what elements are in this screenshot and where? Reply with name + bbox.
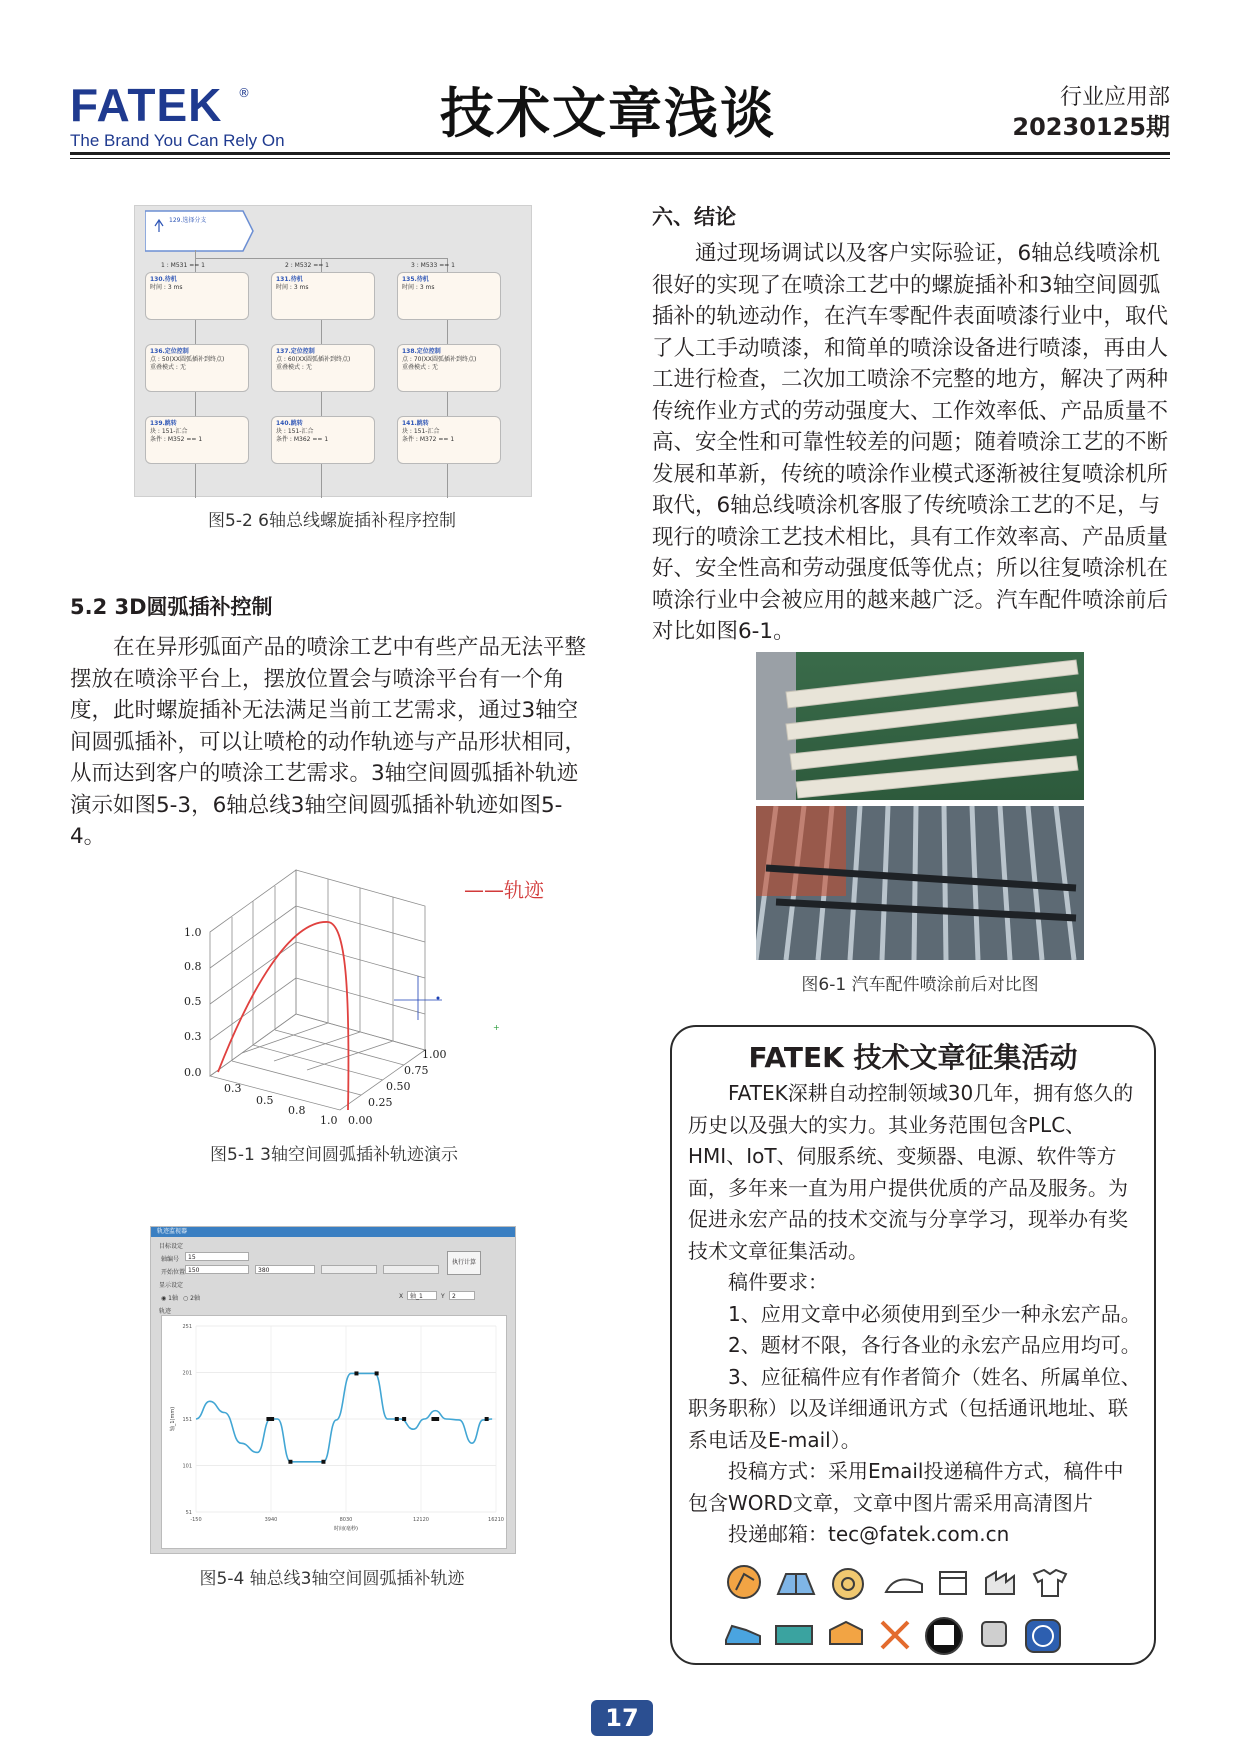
branch-condition: 3 : M533 == 1 bbox=[411, 262, 455, 269]
node-title: 131.待机 bbox=[276, 276, 303, 283]
promo-req-title: 稿件要求： bbox=[728, 1270, 828, 1294]
conveyor-icon bbox=[776, 1626, 812, 1644]
node-line: 重叠模式 : 无 bbox=[276, 364, 312, 371]
flow-wait-node bbox=[145, 272, 249, 320]
node-line: 条件 : M362 == 1 bbox=[276, 436, 329, 443]
promo-intro: FATEK深耕自动控制领域30几年，拥有悠久的历史以及强大的实力。其业务范围包含PLC、HMI、IoT、伺服系统、变频器、电源、软件等方面，多年来一直为用户提供优质的产品及服务。为促进永宏产品的技术交流与分享学习，现举办有奖技术文章征集活动。 bbox=[688, 1081, 1134, 1263]
robot-arm-icon bbox=[728, 1566, 760, 1598]
window-titlebar bbox=[151, 1227, 515, 1237]
flow-jump-node bbox=[145, 416, 249, 464]
x-select-label: X bbox=[399, 1293, 404, 1300]
disabled-input bbox=[321, 1265, 377, 1274]
y-select[interactable]: 2 bbox=[449, 1291, 475, 1300]
node-title: 138.定位控制 bbox=[402, 348, 441, 355]
y-tick-label: 201 bbox=[182, 1370, 192, 1377]
promo-text bbox=[688, 1078, 1142, 1551]
node-title: 141.跳转 bbox=[402, 420, 429, 427]
trajectory-software-window bbox=[150, 1226, 516, 1554]
flow-position-node bbox=[397, 344, 501, 392]
series-marker bbox=[431, 1417, 435, 1421]
promo-title: FATEK 技术文章征集活动 bbox=[748, 1041, 1078, 1074]
page-number: 17 bbox=[591, 1700, 653, 1736]
figure-caption: 图5-1 3轴空间圆弧插补轨迹演示 bbox=[210, 1145, 458, 1165]
node-line: 条件 : M372 == 1 bbox=[402, 436, 455, 443]
flow-jump-node bbox=[397, 416, 501, 464]
group-label: 显示设定 bbox=[159, 1282, 184, 1289]
series-marker bbox=[270, 1417, 274, 1421]
3d-grid bbox=[210, 870, 425, 1110]
radio-label: 1轴 bbox=[168, 1295, 178, 1302]
solar-panel-icon bbox=[778, 1574, 814, 1594]
logo: FATEK bbox=[70, 79, 223, 131]
series-line bbox=[196, 1373, 492, 1461]
flow-wait-node bbox=[271, 272, 375, 320]
tshirt-icon bbox=[1034, 1570, 1066, 1596]
z-tick: 0.3 bbox=[184, 1030, 202, 1043]
promo-req: 2、题材不限，各行各业的永宏产品应用均可。 bbox=[728, 1333, 1141, 1357]
y-axis-title: 轴_1(mm) bbox=[170, 1406, 176, 1432]
node-line: 重叠模式 : 无 bbox=[150, 364, 186, 371]
promo-submit: 投稿方式：采用Email投递稿件方式，稿件中包含WORD文章，文章中图片需采用高清图片 bbox=[688, 1459, 1124, 1515]
series-marker bbox=[321, 1460, 325, 1464]
axis-label: 轴编号 bbox=[161, 1256, 180, 1263]
logo-tagline: The Brand You Can Rely On bbox=[70, 131, 285, 150]
series-marker bbox=[266, 1417, 270, 1421]
trajectory-chart-area bbox=[161, 1315, 507, 1549]
department: 行业应用部 bbox=[1059, 85, 1170, 110]
fan-icon bbox=[1026, 1620, 1060, 1652]
section-body bbox=[652, 238, 1178, 648]
branch-condition: 1 : M531 == 1 bbox=[161, 262, 205, 269]
radio-1[interactable]: ◉ 1轴 bbox=[161, 1295, 178, 1302]
x-select[interactable]: 轴_1 bbox=[407, 1291, 437, 1300]
branch-condition: 2 : M532 == 1 bbox=[285, 262, 329, 269]
y-tick: 0.75 bbox=[404, 1064, 429, 1077]
flow-jump-node bbox=[271, 416, 375, 464]
figure-caption: 图5-4 轴总线3轴空间圆弧插补轨迹 bbox=[199, 1569, 465, 1589]
series-marker bbox=[402, 1417, 406, 1421]
window-title: 轨迹监视器 bbox=[157, 1228, 188, 1235]
z-tick: 1.0 bbox=[184, 926, 202, 939]
node-line: 块 : 151-汇合 bbox=[276, 428, 314, 435]
radio-2[interactable]: ○ 2轴 bbox=[183, 1295, 200, 1302]
header-rule-thin bbox=[70, 158, 1170, 159]
x-tick: 0.5 bbox=[256, 1094, 274, 1107]
cross-tools-icon bbox=[882, 1622, 908, 1648]
promo-req: 3、应征稿件应有作者简介（姓名、所属单位、职务职称）以及详细通讯方式（包括通讯地址、联系电话及E-mail）。 bbox=[688, 1364, 1141, 1452]
photo-unpainted-parts bbox=[756, 652, 1084, 800]
y-tick-label: 51 bbox=[185, 1510, 192, 1516]
packaging-icon bbox=[940, 1572, 966, 1594]
x-axis-title: 时间(毫秒) bbox=[334, 1526, 358, 1532]
node-line: 时间 : 3 ms bbox=[150, 284, 183, 291]
z-tick: 0.8 bbox=[184, 960, 202, 973]
registered-mark: ® bbox=[238, 86, 250, 100]
run-button[interactable]: 执行计算 bbox=[447, 1251, 481, 1275]
marker-cross bbox=[394, 976, 442, 1020]
figure-caption: 图5-2 6轴总线螺旋插补程序控制 bbox=[208, 511, 456, 531]
turbine-icon bbox=[833, 1569, 863, 1599]
y-tick-label: 251 bbox=[182, 1324, 192, 1330]
y-tick-label: 151 bbox=[182, 1417, 192, 1423]
node-line: 条件 : M352 == 1 bbox=[150, 436, 203, 443]
paragraph: 通过现场调试以及客户实际验证，6轴总线喷涂机很好的实现了在喷涂工艺中的螺旋插补和3轴空间圆弧插补的轨迹动作，在汽车零配件表面喷漆行业中，取代了人工手动喷漆，和简单的喷涂设备进行喷漆，再由人工进行检查，二次加工喷涂不完整的地方，解决了两种传统作业方式的劳动强度大、工作效率低、产品质量不高、安全性和可靠性较差的问题；随着喷涂工艺的不断发展和革新，传统的喷涂作业模式逐渐被往复喷涂机所取代，6轴总线喷涂机客服了传统喷涂工艺的不足，与现行的喷涂工艺技术相比，具有工作效率高、产品质量好、安全性高和劳动强度低等优点；所以往复喷涂机在喷涂行业中会被应用的越来越广泛。汽车配件喷涂前后对比如图6-1。 bbox=[652, 241, 1169, 644]
flow-top-node bbox=[145, 210, 245, 250]
y-tick: 0.25 bbox=[368, 1096, 393, 1109]
train-icon bbox=[982, 1622, 1006, 1646]
section-heading: 5.2 3D圆弧插补控制 bbox=[70, 595, 273, 619]
node-title: 140.跳转 bbox=[276, 420, 303, 427]
flow-line bbox=[195, 250, 196, 258]
series-marker bbox=[435, 1417, 439, 1421]
node-title: 130.待机 bbox=[150, 276, 177, 283]
x-tick-label: -150 bbox=[190, 1517, 202, 1523]
z-tick: 0.5 bbox=[184, 995, 202, 1008]
y-select-label: Y bbox=[441, 1293, 445, 1300]
shoe-icon bbox=[726, 1626, 760, 1644]
flow-wait-node bbox=[397, 272, 501, 320]
series-marker bbox=[375, 1371, 379, 1375]
marker-dot bbox=[437, 997, 440, 1000]
marker-plus: + bbox=[493, 1023, 500, 1032]
y-tick: 0.00 bbox=[348, 1114, 373, 1127]
flow-position-node bbox=[145, 344, 249, 392]
node-title: 139.跳转 bbox=[150, 420, 177, 427]
figure-caption: 图6-1 汽车配件喷涂前后对比图 bbox=[801, 975, 1039, 995]
chart-label: 轨迹 bbox=[159, 1308, 172, 1315]
x-tick-label: 3940 bbox=[264, 1517, 278, 1523]
section-body bbox=[70, 632, 596, 853]
disabled-input bbox=[383, 1265, 439, 1274]
y-tick-label: 101 bbox=[182, 1463, 192, 1470]
header-rule bbox=[70, 152, 1170, 155]
high-speed-train-icon bbox=[886, 1580, 922, 1593]
subway-icon bbox=[926, 1618, 962, 1654]
photo-painted-parts bbox=[756, 806, 1084, 960]
y-tick: 1.00 bbox=[422, 1048, 447, 1061]
top-node-label: 129.选择分支 bbox=[169, 217, 207, 224]
issue-number: 20230125期 bbox=[1012, 113, 1170, 141]
series-marker bbox=[288, 1460, 292, 1464]
radio-label: 2轴 bbox=[190, 1295, 200, 1302]
x-tick-label: 8030 bbox=[339, 1517, 353, 1523]
flowchart-figure bbox=[134, 205, 532, 497]
node-line: 点 : 70(XX圆弧插补到终点) bbox=[402, 356, 477, 363]
series-marker bbox=[485, 1417, 489, 1421]
y-tick: 0.50 bbox=[386, 1080, 411, 1093]
promo-req: 1、应用文章中必须使用到至少一种永宏产品。 bbox=[728, 1301, 1141, 1326]
node-line: 时间 : 3 ms bbox=[402, 284, 435, 291]
industry-icons bbox=[718, 1556, 1108, 1660]
node-title: 135.待机 bbox=[402, 276, 429, 283]
z-tick: 0.0 bbox=[184, 1066, 202, 1079]
group-label: 目标设定 bbox=[159, 1243, 184, 1250]
section-heading: 六、结论 bbox=[652, 205, 736, 229]
factory-icon bbox=[986, 1572, 1014, 1594]
node-line: 点 : 50(XX圆弧插补到终点) bbox=[150, 356, 225, 363]
x-tick: 0.3 bbox=[224, 1082, 242, 1095]
node-line: 块 : 151-汇合 bbox=[150, 428, 188, 435]
x-tick-label: 16210 bbox=[488, 1517, 504, 1523]
node-line: 时间 : 3 ms bbox=[276, 284, 309, 291]
node-line: 块 : 151-汇合 bbox=[402, 428, 440, 435]
node-title: 136.定位控制 bbox=[150, 348, 189, 355]
warehouse-icon bbox=[830, 1622, 862, 1644]
axis-input[interactable]: 15 bbox=[185, 1252, 249, 1261]
paragraph: 在在异形弧面产品的喷涂工艺中有些产品无法平整摆放在喷涂平台上，摆放位置会与喷涂平台有一个角度，此时螺旋插补无法满足当前工艺需求，通过3轴空间圆弧插补，可以让喷枪的动作轨迹与产品形状相同，从而达到客户的喷涂工艺需求。3轴空间圆弧插补轨迹演示如图5-3，6轴总线3轴空间圆弧插补轨迹如图5-4。 bbox=[70, 635, 587, 849]
start-label: 开始位置 bbox=[161, 1269, 186, 1276]
x-tick: 1.0 bbox=[320, 1114, 338, 1127]
series-marker bbox=[354, 1371, 358, 1375]
start-input[interactable]: 150 bbox=[185, 1265, 249, 1274]
node-title: 137.定位控制 bbox=[276, 348, 315, 355]
node-line: 重叠模式 : 无 bbox=[402, 364, 438, 371]
flow-position-node bbox=[271, 344, 375, 392]
x-tick: 0.8 bbox=[288, 1104, 306, 1117]
chart-legend: ——轨迹 bbox=[464, 878, 544, 902]
page-title: 技术文章浅谈 bbox=[440, 82, 776, 145]
series-marker bbox=[395, 1417, 399, 1421]
node-line: 点 : 60(XX圆弧插补到终点) bbox=[276, 356, 351, 363]
start-input-2[interactable]: 380 bbox=[255, 1265, 315, 1274]
promo-email: 投递邮箱：tec@fatek.com.cn bbox=[728, 1522, 1010, 1546]
trajectory-chart bbox=[162, 1316, 506, 1548]
x-tick-label: 12120 bbox=[413, 1517, 429, 1523]
